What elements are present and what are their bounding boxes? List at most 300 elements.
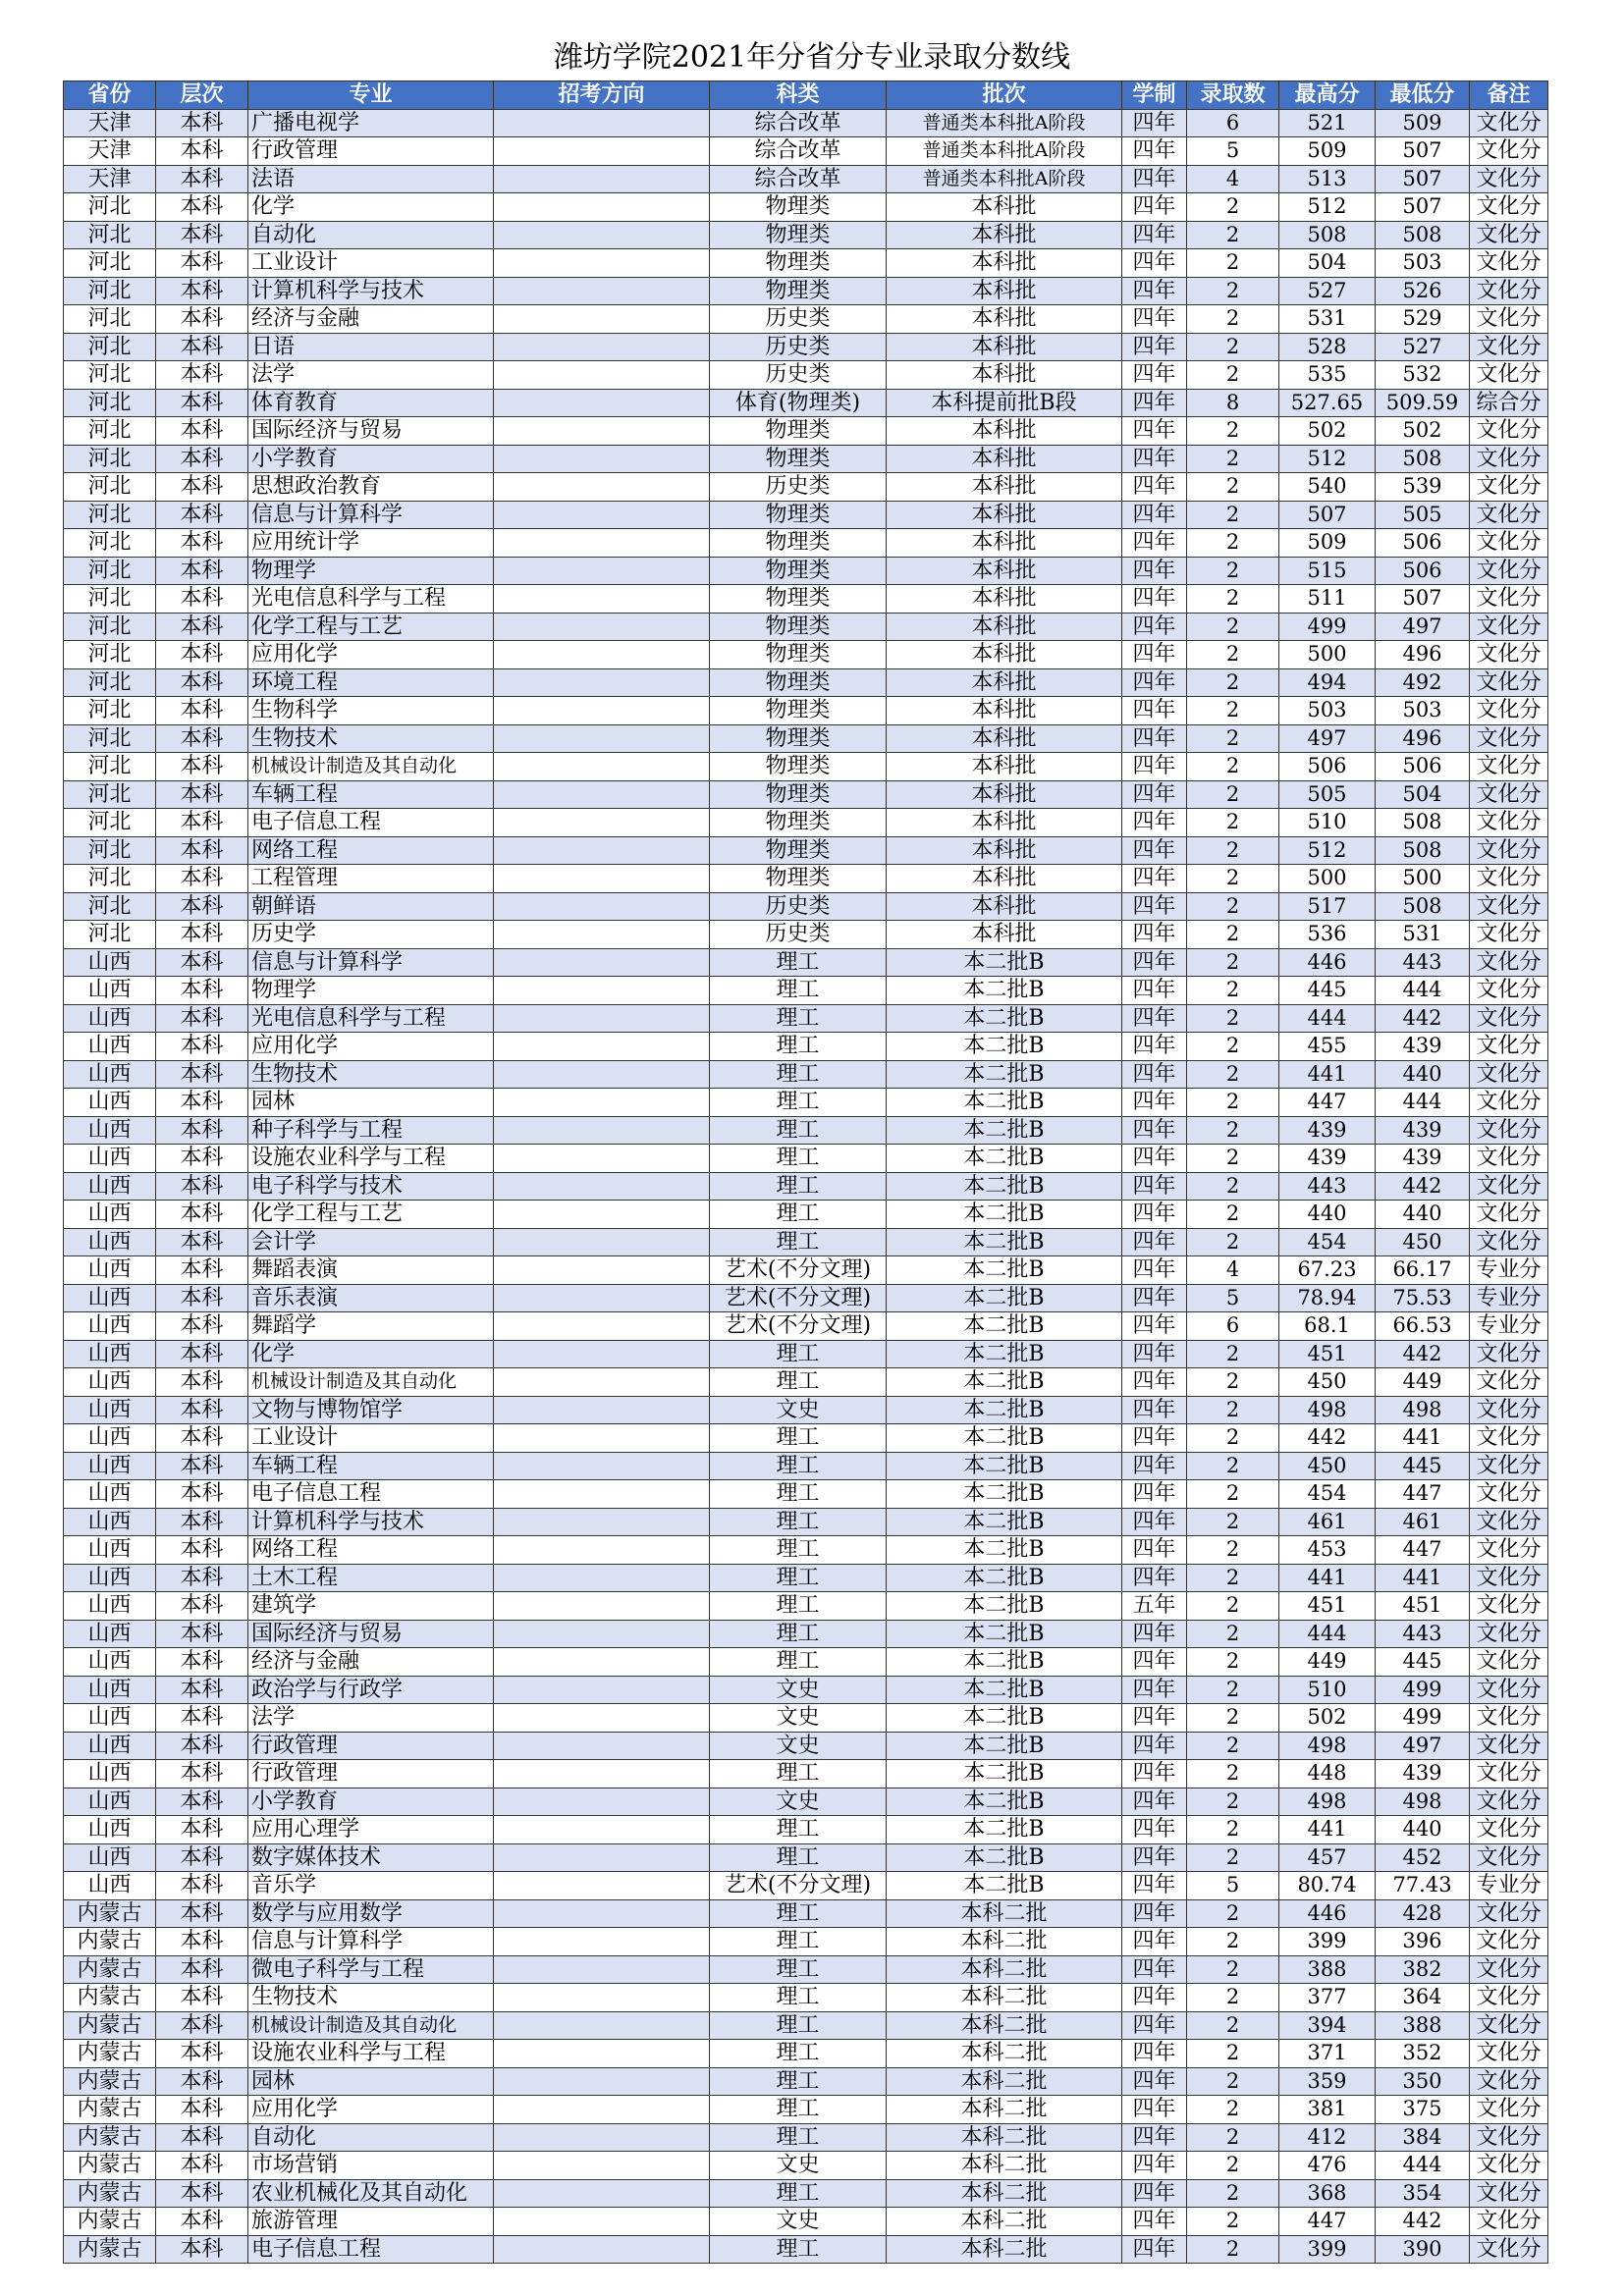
- cell-category: 理工: [710, 1843, 887, 1872]
- cell-max-score: 447: [1279, 1089, 1376, 1117]
- cell-level: 本科: [156, 1676, 248, 1704]
- cell-batch: 本科二批: [887, 1955, 1122, 1984]
- cell-level: 本科: [156, 1872, 248, 1900]
- cell-admitted: 2: [1187, 668, 1279, 697]
- cell-province: 河北: [64, 724, 156, 753]
- cell-direction: [494, 1060, 710, 1089]
- cell-max-score: 442: [1279, 1424, 1376, 1453]
- cell-duration: 四年: [1122, 780, 1187, 809]
- cell-direction: [494, 249, 710, 278]
- table-row: [64, 305, 1548, 334]
- table-row: [64, 836, 1548, 865]
- cell-batch: 本二批B: [887, 1033, 1122, 1061]
- cell-note: 文化分: [1470, 753, 1548, 781]
- cell-batch: 本科批: [887, 809, 1122, 837]
- cell-admitted: 2: [1187, 697, 1279, 725]
- table-row: [64, 1984, 1548, 2012]
- cell-max-score: 439: [1279, 1145, 1376, 1173]
- cell-direction: [494, 1284, 710, 1312]
- cell-direction: [494, 277, 710, 305]
- cell-min-score: 496: [1376, 724, 1470, 753]
- cell-direction: [494, 165, 710, 193]
- cell-admitted: 2: [1187, 724, 1279, 753]
- cell-level: 本科: [156, 1592, 248, 1621]
- cell-max-score: 80.74: [1279, 1872, 1376, 1900]
- cell-province: 内蒙古: [64, 2123, 156, 2152]
- cell-province: 山西: [64, 1256, 156, 1285]
- cell-min-score: 442: [1376, 2208, 1470, 2236]
- cell-direction: [494, 1899, 710, 1928]
- cell-duration: 四年: [1122, 1564, 1187, 1592]
- cell-note: 文化分: [1470, 2096, 1548, 2124]
- table-row: [64, 1648, 1548, 1677]
- cell-category: 理工: [710, 1201, 887, 1229]
- cell-min-score: 452: [1376, 1843, 1470, 1872]
- cell-major: 应用化学: [248, 641, 494, 669]
- table-row: [64, 1228, 1548, 1256]
- cell-batch: 本二批B: [887, 1145, 1122, 1173]
- cell-note: 文化分: [1470, 1955, 1548, 1984]
- cell-major: 网络工程: [248, 836, 494, 865]
- cell-direction: [494, 1508, 710, 1536]
- cell-note: 文化分: [1470, 1480, 1548, 1509]
- cell-level: 本科: [156, 724, 248, 753]
- cell-level: 本科: [156, 668, 248, 697]
- table-row: [64, 249, 1548, 278]
- cell-category: 物理类: [710, 193, 887, 222]
- cell-major: 机械设计制造及其自动化: [248, 1368, 494, 1397]
- cell-major: 应用化学: [248, 2096, 494, 2124]
- cell-admitted: 2: [1187, 1228, 1279, 1256]
- cell-category: 理工: [710, 2123, 887, 2152]
- cell-note: 文化分: [1470, 921, 1548, 949]
- cell-min-score: 428: [1376, 1899, 1470, 1928]
- cell-admitted: 2: [1187, 1676, 1279, 1704]
- cell-batch: 本科批: [887, 697, 1122, 725]
- cell-category: 理工: [710, 1004, 887, 1033]
- cell-min-score: 505: [1376, 501, 1470, 529]
- cell-category: 综合改革: [710, 165, 887, 193]
- cell-duration: 四年: [1122, 613, 1187, 641]
- cell-category: 理工: [710, 2235, 887, 2264]
- cell-level: 本科: [156, 249, 248, 278]
- cell-batch: 本二批B: [887, 1676, 1122, 1704]
- cell-note: 文化分: [1470, 2152, 1548, 2180]
- cell-direction: [494, 389, 710, 417]
- cell-level: 本科: [156, 557, 248, 585]
- cell-max-score: 500: [1279, 641, 1376, 669]
- cell-batch: 本科批: [887, 585, 1122, 614]
- cell-level: 本科: [156, 1004, 248, 1033]
- cell-admitted: 2: [1187, 2123, 1279, 2152]
- cell-major: 小学教育: [248, 1788, 494, 1816]
- cell-province: 山西: [64, 1788, 156, 1816]
- cell-max-score: 499: [1279, 613, 1376, 641]
- table-row: [64, 1760, 1548, 1789]
- cell-max-score: 359: [1279, 2067, 1376, 2096]
- cell-max-score: 528: [1279, 333, 1376, 361]
- cell-direction: [494, 753, 710, 781]
- cell-max-score: 502: [1279, 417, 1376, 446]
- table-row: [64, 2067, 1548, 2096]
- cell-min-score: 441: [1376, 1424, 1470, 1453]
- cell-note: 文化分: [1470, 1033, 1548, 1061]
- table-row: [64, 1033, 1548, 1061]
- cell-duration: 四年: [1122, 1201, 1187, 1229]
- cell-category: 理工: [710, 1424, 887, 1453]
- cell-admitted: 2: [1187, 865, 1279, 893]
- cell-major: 土木工程: [248, 1564, 494, 1592]
- cell-admitted: 2: [1187, 585, 1279, 614]
- cell-min-score: 451: [1376, 1592, 1470, 1621]
- header-batch: 批次: [887, 81, 1122, 110]
- cell-category: 理工: [710, 1620, 887, 1648]
- cell-batch: 本二批B: [887, 1732, 1122, 1760]
- cell-max-score: 394: [1279, 2011, 1376, 2040]
- cell-admitted: 4: [1187, 165, 1279, 193]
- cell-province: 河北: [64, 529, 156, 558]
- cell-province: 河北: [64, 389, 156, 417]
- table-body: [64, 109, 1548, 2264]
- cell-direction: [494, 1704, 710, 1733]
- cell-category: 理工: [710, 1480, 887, 1509]
- cell-category: 历史类: [710, 921, 887, 949]
- table-row: [64, 809, 1548, 837]
- cell-max-score: 504: [1279, 249, 1376, 278]
- cell-major: 行政管理: [248, 137, 494, 166]
- cell-province: 河北: [64, 865, 156, 893]
- cell-category: 艺术(不分文理): [710, 1312, 887, 1341]
- cell-duration: 四年: [1122, 2179, 1187, 2208]
- cell-admitted: 2: [1187, 641, 1279, 669]
- cell-direction: [494, 473, 710, 502]
- cell-admitted: 2: [1187, 1564, 1279, 1592]
- cell-min-score: 539: [1376, 473, 1470, 502]
- cell-max-score: 461: [1279, 1508, 1376, 1536]
- cell-category: 历史类: [710, 333, 887, 361]
- cell-note: 文化分: [1470, 1145, 1548, 1173]
- cell-category: 物理类: [710, 641, 887, 669]
- cell-duration: 四年: [1122, 1899, 1187, 1928]
- cell-batch: 本科二批: [887, 1899, 1122, 1928]
- cell-major: 光电信息科学与工程: [248, 585, 494, 614]
- cell-duration: 四年: [1122, 865, 1187, 893]
- cell-note: 文化分: [1470, 1843, 1548, 1872]
- cell-max-score: 515: [1279, 557, 1376, 585]
- cell-min-score: 447: [1376, 1536, 1470, 1565]
- cell-min-score: 390: [1376, 2235, 1470, 2264]
- cell-duration: 四年: [1122, 1732, 1187, 1760]
- header-admitted: 录取数: [1187, 81, 1279, 110]
- cell-min-score: 443: [1376, 1620, 1470, 1648]
- table-row: [64, 865, 1548, 893]
- cell-admitted: 2: [1187, 1480, 1279, 1509]
- cell-category: 物理类: [710, 753, 887, 781]
- cell-admitted: 2: [1187, 1592, 1279, 1621]
- cell-category: 物理类: [710, 809, 887, 837]
- cell-max-score: 510: [1279, 809, 1376, 837]
- cell-province: 河北: [64, 836, 156, 865]
- table-row: [64, 1592, 1548, 1621]
- cell-duration: 四年: [1122, 1228, 1187, 1256]
- cell-category: 历史类: [710, 892, 887, 921]
- cell-max-score: 381: [1279, 2096, 1376, 2124]
- cell-note: 专业分: [1470, 1872, 1548, 1900]
- cell-major: 化学: [248, 1340, 494, 1368]
- cell-admitted: 2: [1187, 753, 1279, 781]
- cell-duration: 四年: [1122, 1704, 1187, 1733]
- cell-province: 内蒙古: [64, 2235, 156, 2264]
- cell-category: 历史类: [710, 305, 887, 334]
- cell-admitted: 2: [1187, 1984, 1279, 2012]
- table-row: [64, 389, 1548, 417]
- cell-duration: 四年: [1122, 1089, 1187, 1117]
- cell-level: 本科: [156, 1060, 248, 1089]
- cell-category: 理工: [710, 1368, 887, 1397]
- cell-note: 文化分: [1470, 2011, 1548, 2040]
- cell-province: 内蒙古: [64, 2096, 156, 2124]
- table-row: [64, 697, 1548, 725]
- cell-min-score: 527: [1376, 333, 1470, 361]
- cell-batch: 本二批B: [887, 1788, 1122, 1816]
- table-row: [64, 529, 1548, 558]
- cell-direction: [494, 2123, 710, 2152]
- cell-admitted: 5: [1187, 1284, 1279, 1312]
- cell-min-score: 352: [1376, 2040, 1470, 2068]
- cell-province: 山西: [64, 1843, 156, 1872]
- table-row: [64, 1424, 1548, 1453]
- cell-major: 数学与应用数学: [248, 1899, 494, 1928]
- cell-level: 本科: [156, 892, 248, 921]
- cell-max-score: 517: [1279, 892, 1376, 921]
- cell-note: 文化分: [1470, 1508, 1548, 1536]
- cell-level: 本科: [156, 109, 248, 137]
- cell-level: 本科: [156, 836, 248, 865]
- cell-admitted: 2: [1187, 361, 1279, 390]
- cell-max-score: 441: [1279, 1816, 1376, 1844]
- cell-batch: 本科批: [887, 417, 1122, 446]
- table-row: [64, 1899, 1548, 1928]
- cell-min-score: 77.43: [1376, 1872, 1470, 1900]
- cell-province: 山西: [64, 1312, 156, 1341]
- cell-duration: 四年: [1122, 1004, 1187, 1033]
- cell-max-score: 527: [1279, 277, 1376, 305]
- cell-category: 理工: [710, 1116, 887, 1145]
- cell-note: 文化分: [1470, 445, 1548, 473]
- cell-major: 光电信息科学与工程: [248, 1004, 494, 1033]
- cell-max-score: 455: [1279, 1033, 1376, 1061]
- cell-max-score: 498: [1279, 1732, 1376, 1760]
- cell-major: 计算机科学与技术: [248, 1508, 494, 1536]
- cell-batch: 本科二批: [887, 2179, 1122, 2208]
- cell-level: 本科: [156, 1452, 248, 1480]
- table-row: [64, 1004, 1548, 1033]
- cell-province: 河北: [64, 585, 156, 614]
- cell-admitted: 2: [1187, 1452, 1279, 1480]
- cell-max-score: 505: [1279, 780, 1376, 809]
- cell-major: 电子信息工程: [248, 809, 494, 837]
- cell-min-score: 497: [1376, 613, 1470, 641]
- cell-direction: [494, 977, 710, 1005]
- cell-note: 文化分: [1470, 613, 1548, 641]
- cell-admitted: 2: [1187, 1172, 1279, 1201]
- cell-admitted: 2: [1187, 1396, 1279, 1424]
- cell-category: 艺术(不分文理): [710, 1872, 887, 1900]
- cell-note: 文化分: [1470, 697, 1548, 725]
- header-max-score: 最高分: [1279, 81, 1376, 110]
- cell-duration: 四年: [1122, 697, 1187, 725]
- cell-direction: [494, 557, 710, 585]
- table-row: [64, 1704, 1548, 1733]
- cell-level: 本科: [156, 221, 248, 249]
- cell-note: 文化分: [1470, 2208, 1548, 2236]
- table-row: [64, 1564, 1548, 1592]
- cell-level: 本科: [156, 613, 248, 641]
- cell-direction: [494, 529, 710, 558]
- cell-direction: [494, 1648, 710, 1677]
- cell-level: 本科: [156, 389, 248, 417]
- cell-category: 理工: [710, 948, 887, 977]
- cell-batch: 本二批B: [887, 1228, 1122, 1256]
- table-row: [64, 1872, 1548, 1900]
- table-row: [64, 668, 1548, 697]
- cell-major: 小学教育: [248, 445, 494, 473]
- cell-level: 本科: [156, 1704, 248, 1733]
- cell-max-score: 450: [1279, 1452, 1376, 1480]
- cell-major: 设施农业科学与工程: [248, 2040, 494, 2068]
- cell-major: 车辆工程: [248, 780, 494, 809]
- cell-category: 理工: [710, 1452, 887, 1480]
- table-row: [64, 137, 1548, 166]
- table-row: [64, 2179, 1548, 2208]
- cell-province: 内蒙古: [64, 1984, 156, 2012]
- cell-level: 本科: [156, 1312, 248, 1341]
- cell-admitted: 2: [1187, 1060, 1279, 1089]
- cell-province: 山西: [64, 1228, 156, 1256]
- table-row: [64, 221, 1548, 249]
- cell-note: 综合分: [1470, 389, 1548, 417]
- cell-category: 理工: [710, 1564, 887, 1592]
- table-header-row: [64, 81, 1548, 110]
- table-row: [64, 2208, 1548, 2236]
- cell-min-score: 445: [1376, 1648, 1470, 1677]
- header-direction: 招考方向: [494, 81, 710, 110]
- table-row: [64, 1340, 1548, 1368]
- cell-level: 本科: [156, 921, 248, 949]
- cell-batch: 本科批: [887, 557, 1122, 585]
- cell-note: 文化分: [1470, 948, 1548, 977]
- cell-major: 法学: [248, 1704, 494, 1733]
- cell-major: 机械设计制造及其自动化: [248, 753, 494, 781]
- cell-level: 本科: [156, 1368, 248, 1397]
- cell-category: 物理类: [710, 836, 887, 865]
- cell-duration: 四年: [1122, 2235, 1187, 2264]
- table-row: [64, 2011, 1548, 2040]
- cell-direction: [494, 1955, 710, 1984]
- cell-direction: [494, 2011, 710, 2040]
- cell-category: 理工: [710, 1760, 887, 1789]
- cell-batch: 本二批B: [887, 1201, 1122, 1229]
- cell-duration: 四年: [1122, 977, 1187, 1005]
- cell-major: 设施农业科学与工程: [248, 1145, 494, 1173]
- cell-batch: 本二批B: [887, 1508, 1122, 1536]
- cell-note: 文化分: [1470, 1228, 1548, 1256]
- cell-batch: 本科批: [887, 361, 1122, 390]
- cell-admitted: 2: [1187, 1955, 1279, 1984]
- table-row: [64, 948, 1548, 977]
- cell-note: 文化分: [1470, 305, 1548, 334]
- cell-category: 艺术(不分文理): [710, 1284, 887, 1312]
- cell-max-score: 512: [1279, 193, 1376, 222]
- cell-batch: 本二批B: [887, 1536, 1122, 1565]
- cell-level: 本科: [156, 2067, 248, 2096]
- cell-direction: [494, 1256, 710, 1285]
- cell-batch: 本二批B: [887, 1424, 1122, 1453]
- cell-duration: 四年: [1122, 1340, 1187, 1368]
- cell-direction: [494, 613, 710, 641]
- cell-level: 本科: [156, 1899, 248, 1928]
- cell-province: 山西: [64, 1564, 156, 1592]
- cell-admitted: 2: [1187, 501, 1279, 529]
- cell-level: 本科: [156, 977, 248, 1005]
- cell-min-score: 66.53: [1376, 1312, 1470, 1341]
- cell-min-score: 497: [1376, 1732, 1470, 1760]
- cell-province: 山西: [64, 977, 156, 1005]
- cell-province: 河北: [64, 668, 156, 697]
- cell-province: 山西: [64, 1872, 156, 1900]
- cell-province: 山西: [64, 1284, 156, 1312]
- table-row: [64, 641, 1548, 669]
- table-row: [64, 585, 1548, 614]
- cell-admitted: 2: [1187, 1116, 1279, 1145]
- cell-direction: [494, 1004, 710, 1033]
- cell-level: 本科: [156, 1256, 248, 1285]
- cell-batch: 本科批: [887, 836, 1122, 865]
- cell-major: 行政管理: [248, 1732, 494, 1760]
- table-row: [64, 1816, 1548, 1844]
- cell-min-score: 507: [1376, 585, 1470, 614]
- cell-level: 本科: [156, 1172, 248, 1201]
- cell-category: 艺术(不分文理): [710, 1256, 887, 1285]
- table-row: [64, 277, 1548, 305]
- cell-max-score: 498: [1279, 1788, 1376, 1816]
- cell-note: 文化分: [1470, 529, 1548, 558]
- cell-min-score: 444: [1376, 1089, 1470, 1117]
- cell-major: 车辆工程: [248, 1452, 494, 1480]
- cell-direction: [494, 1312, 710, 1341]
- cell-max-score: 446: [1279, 948, 1376, 977]
- cell-admitted: 2: [1187, 2152, 1279, 2180]
- cell-province: 天津: [64, 165, 156, 193]
- table-row: [64, 1620, 1548, 1648]
- cell-category: 理工: [710, 1648, 887, 1677]
- cell-note: 文化分: [1470, 724, 1548, 753]
- cell-min-score: 440: [1376, 1060, 1470, 1089]
- cell-duration: 四年: [1122, 1816, 1187, 1844]
- cell-level: 本科: [156, 697, 248, 725]
- cell-admitted: 2: [1187, 529, 1279, 558]
- cell-direction: [494, 836, 710, 865]
- header-province: 省份: [64, 81, 156, 110]
- cell-province: 山西: [64, 1368, 156, 1397]
- cell-batch: 本二批B: [887, 1872, 1122, 1900]
- cell-province: 河北: [64, 613, 156, 641]
- cell-major: 文物与博物馆学: [248, 1396, 494, 1424]
- cell-note: 文化分: [1470, 2067, 1548, 2096]
- cell-province: 河北: [64, 641, 156, 669]
- cell-min-score: 364: [1376, 1984, 1470, 2012]
- cell-major: 行政管理: [248, 1760, 494, 1789]
